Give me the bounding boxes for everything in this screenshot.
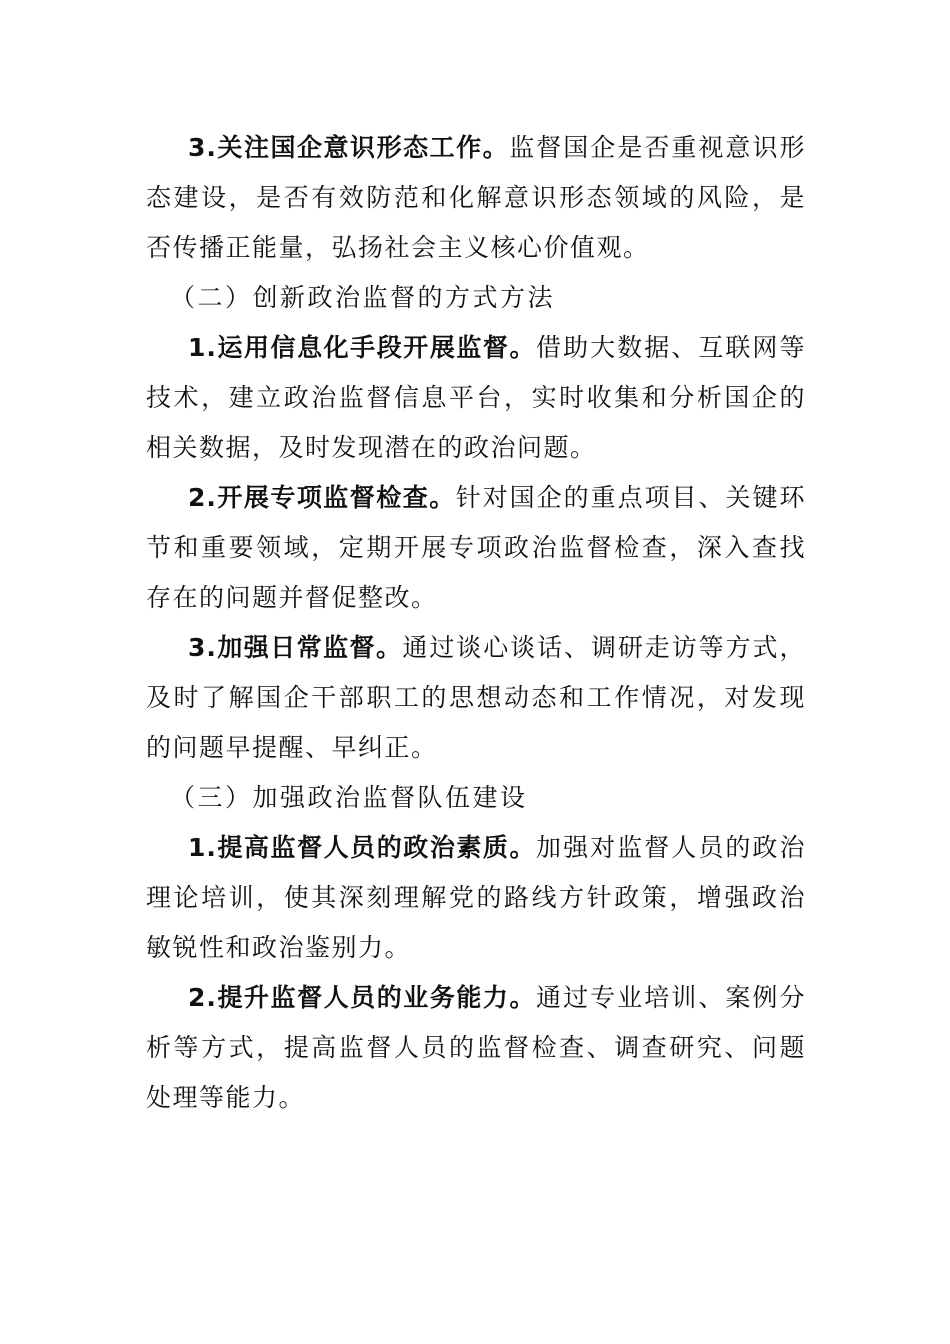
- paragraph-ideology-work: [146, 123, 806, 273]
- paragraph-lead: 1.运用信息化手段开展监督。: [188, 333, 537, 362]
- section-heading-team: （三）加强政治监督队伍建设: [170, 783, 528, 812]
- paragraph-text: 针对国企的重点项目、关键环节和重要领域，定期开展专项政治监督检查，深入查找存在的问题并督促整改。: [146, 483, 806, 612]
- section-heading-methods: （二）创新政治监督的方式方法: [170, 283, 556, 312]
- paragraph-text: 通过专业培训、案例分析等方式，提高监督人员的监督检查、调查研究、问题处理等能力。: [146, 983, 806, 1112]
- paragraph-it-supervision: [146, 323, 806, 473]
- paragraph-text: 借助大数据、互联网等技术，建立政治监督信息平台，实时收集和分析国企的相关数据，及时发现潜在的政治问题。: [146, 333, 806, 462]
- document-body: [146, 123, 806, 1123]
- paragraph-lead: 3.关注国企意识形态工作。: [188, 133, 510, 162]
- paragraph-text: 监督国企是否重视意识形态建设，是否有效防范和化解意识形态领域的风险，是否传播正能量，弘扬社会主义核心价值观。: [146, 133, 806, 262]
- paragraph-lead: 1.提高监督人员的政治素质。: [188, 833, 537, 862]
- paragraph-special-inspection: [146, 473, 806, 623]
- paragraph-lead: 2.开展专项监督检查。: [188, 483, 456, 512]
- paragraph-lead: 3.加强日常监督。: [188, 633, 403, 662]
- paragraph-political-quality: [146, 823, 806, 973]
- paragraph-daily-supervision: [146, 623, 806, 773]
- paragraph-text: 通过谈心谈话、调研走访等方式，及时了解国企干部职工的思想动态和工作情况，对发现的问题早提醒、早纠正。: [146, 633, 806, 762]
- paragraph-business-capability: [146, 973, 806, 1123]
- paragraph-lead: 2.提升监督人员的业务能力。: [188, 983, 537, 1012]
- paragraph-text: 加强对监督人员的政治理论培训，使其深刻理解党的路线方针政策，增强政治敏锐性和政治鉴别力。: [146, 833, 806, 962]
